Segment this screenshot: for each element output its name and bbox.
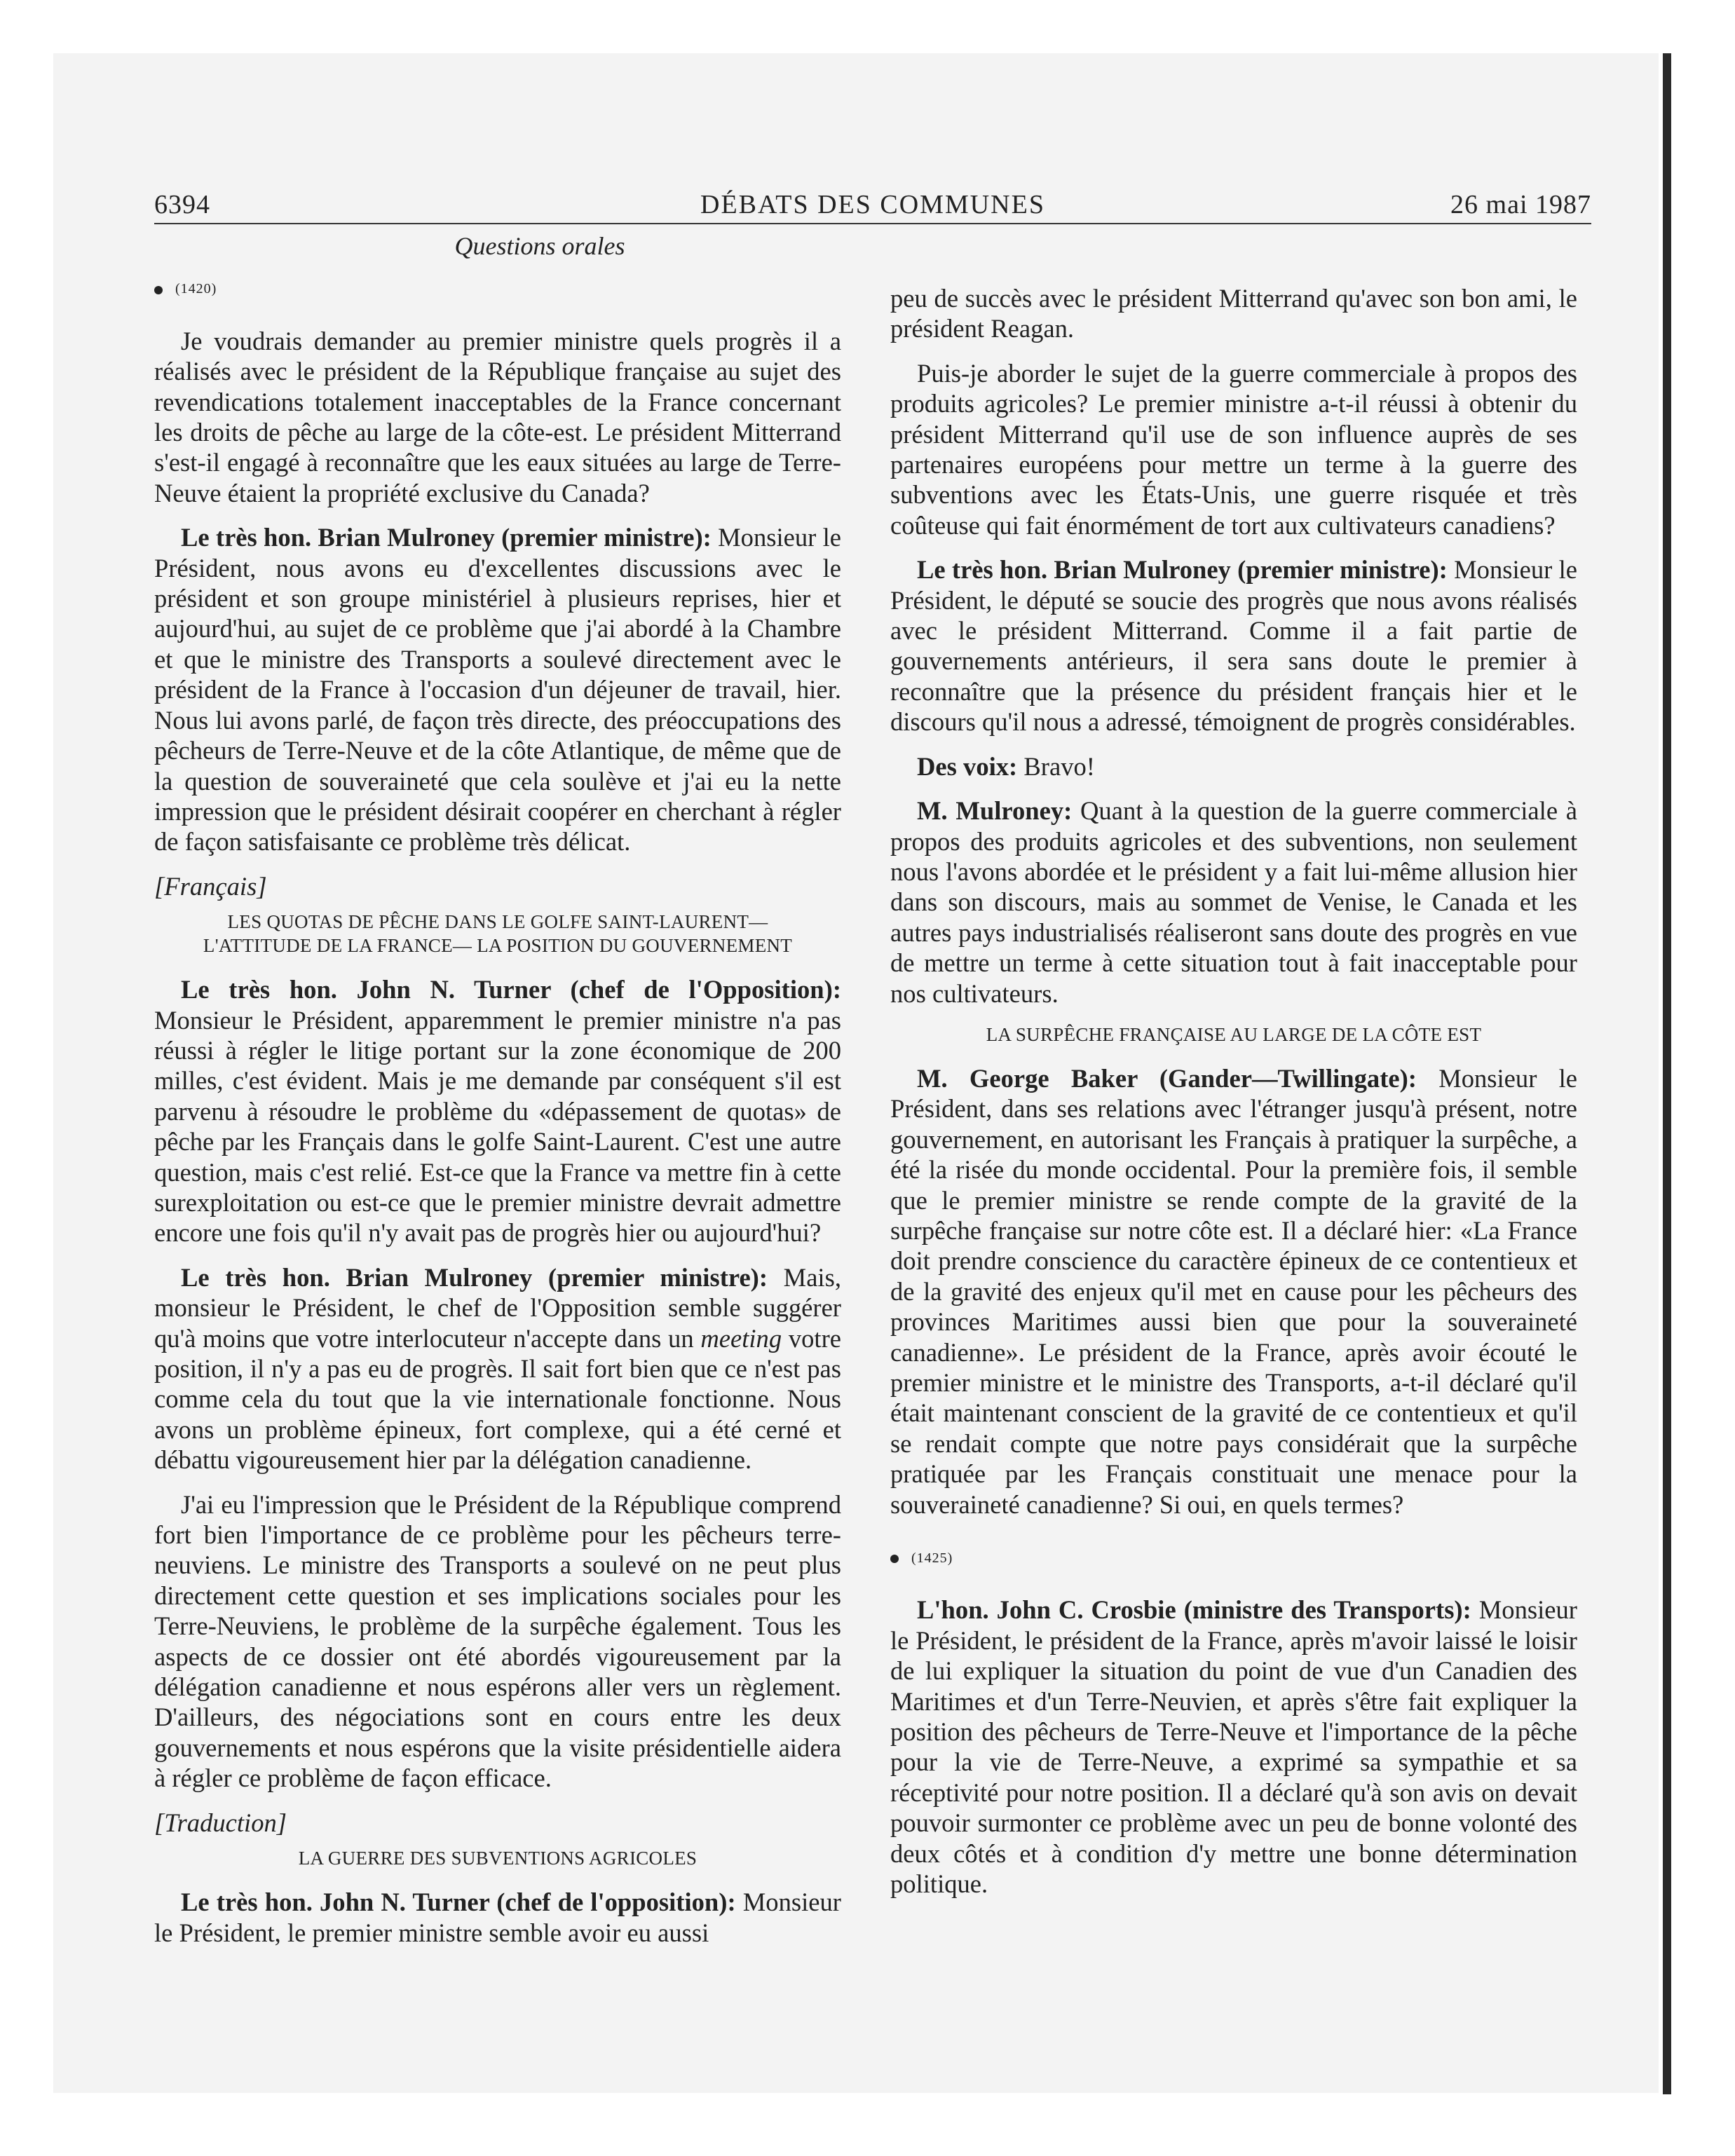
page-header xyxy=(154,184,1591,224)
right-column xyxy=(890,283,1577,1913)
section-heading: LA SURPÊCHE FRANÇAISE AU LARGE DE LA CÔTE EST xyxy=(986,1023,1482,1045)
paragraph: J'ai eu l'impression que le Président de la République comprend fort bien l'importance de ce problème pour les pêcheurs terre-neuviens. Le ministre des Transports a soulevé on ne peut plus directement cette question et ses implications sociales pour les Terre-Neuviens, le problème de la surpêche également. Tous les aspects de ce dossier ont été abordés vigoureusement par la délégation canadienne et nous espérons aller vers un règlement. D'ailleurs, des négociations sont en cours entre les deux gouvernements et nous espérons que la visite présidentielle aidera à régler ce problème de façon efficace. xyxy=(154,1489,841,1793)
paragraph: Le très hon. Brian Mulroney (premier ministre): Mais, monsieur le Président, le chef de l'Opposition semble suggérer qu'à moins que votre interlocuteur n'accepte dans un meeting votre position, il n'y a pas eu de progrès. Il sait fort bien que ce n'est pas comme cela du tout que la vie internationale fonctionne. Nous avons un problème épineux, fort complexe, qui a été cerné et débattu vigoureusement hier par la délégation canadienne. xyxy=(154,1262,841,1475)
speaker-name: M. Mulroney: xyxy=(917,796,1073,826)
left-column xyxy=(154,231,841,1962)
speaker-name: Des voix: xyxy=(917,751,1018,781)
paragraph: M. George Baker (Gander—Twillingate): Monsieur le Président, dans ses relations avec l'étranger jusqu'à présent, notre gouvernement, en autorisant les Français à pratiquer la surpêche, a été la risée du monde occidental. Pour la première fois, il semble que le premier ministre se rende compte de la gravité de la surpêche française sur notre côte est. Il a déclaré hier: «La France doit prendre conscience du caractère épineux de ce contentieux et de la gravité des enjeux qu'il met en cause pour les pêcheurs des provinces Maritimes aussi bien que pour la souveraineté canadienne». Le président de la France, après avoir écouté le premier ministre et le ministre des Transports, a-t-il déclaré qu'il était maintenant conscient de la gravité de ce contentieux et qu'il se rendait compte que notre pays considérait que la surpêche pratiquée par les Français constituait une menace pour la souveraineté canadienne? Si oui, en quels termes? xyxy=(890,1063,1577,1519)
paragraph: Le très hon. Brian Mulroney (premier ministre): Monsieur le Président, le député se soucie des progrès que nous avons réalisés avec le président Mitterrand. Comme il a fait partie de gouvernements antérieurs, il sera sans doute le premier à reconnaître que la présence du président français hier et le discours qu'il nous a adressé, témoignent de progrès considérables. xyxy=(890,555,1577,737)
speaker-name: Le très hon. John N. Turner (chef de l'Opposition): xyxy=(181,975,841,1004)
language-label: [Français] xyxy=(154,871,267,901)
speaker-name: Le très hon. Brian Mulroney (premier ministre): xyxy=(181,523,712,552)
language-label: [Traduction] xyxy=(154,1808,287,1837)
page-number: 6394 xyxy=(154,190,210,219)
paragraph: L'hon. John C. Crosbie (ministre des Transports): Monsieur le Président, le président de la France, après m'avoir laissé le loisir de lui expliquer la situation du point de vue d'un Canadien des Maritimes et d'un Terre-Neuvien, et après s'être fait expliquer la position des pêcheurs de Terre-Neuve et l'importance de la pêche pour la vie de Terre-Neuve, a exprimé sa sympathie et sa réceptivité pour notre position. Il a déclaré qu'à son avis on devait pouvoir surmonter ce problème avec un peu de bonne volonté des deux côtés et à condition d'y mettre une bonne détermination politique. xyxy=(890,1595,1577,1899)
section-heading: LA GUERRE DES SUBVENTIONS AGRICOLES xyxy=(298,1848,698,1869)
bullet-icon xyxy=(890,1555,899,1563)
paragraph: M. Mulroney: Quant à la question de la guerre commerciale à propos des produits agricoles et des subventions, non seulement nous l'avons abordée et le président y a fait lui-même allusion hier dans son discours, mais au sommet de Venise, le Canada et les autres pays industrialisés réaliseront sans doute des progrès en vue de mettre un terme à cette situation tout à fait inacceptable pour nos cultivateurs. xyxy=(890,796,1577,1008)
speaker-name: M. George Baker (Gander—Twillingate): xyxy=(917,1063,1417,1093)
speaker-name: L'hon. John C. Crosbie (ministre des Transports): xyxy=(917,1595,1471,1625)
publication-title: DÉBATS DES COMMUNES xyxy=(700,190,1045,219)
page-date: 26 mai 1987 xyxy=(1450,190,1591,219)
running-head: Questions orales xyxy=(454,232,625,260)
time-marker: (1425) xyxy=(890,1543,1577,1574)
paragraph: peu de succès avec le président Mitterrand qu'avec son bon ami, le président Reagan. xyxy=(890,284,1577,343)
paragraph: Le très hon. Brian Mulroney (premier ministre): Monsieur le Président, nous avons eu d'excellentes discussions avec le président et son groupe ministériel à plusieurs reprises, hier et aujourd'hui, au sujet de ce problème que j'ai abordé à la Chambre et que le ministre des Transports a soulevé directement avec le président de la France à l'occasion d'un déjeuner de travail, hier. Nous lui avons parlé, de façon très directe, des préoccupations des pêcheurs de Terre-Neuve et de la côte Atlantique, de même que de la question de souveraineté que cela soulève et j'ai eu la nette impression que le président désirait coopérer en cherchant à régler de façon satisfaisante ce problème très délicat. xyxy=(154,523,841,857)
bullet-icon xyxy=(154,286,163,294)
scan-edge xyxy=(1663,53,1671,2094)
time-marker: (1420) xyxy=(154,274,841,304)
section-heading: LES QUOTAS DE PÊCHE DANS LE GOLFE SAINT-LAURENT— L'ATTITUDE DE LA FRANCE— LA POSITION DU GOUVERNEMENT xyxy=(203,911,793,957)
paragraph: Le très hon. John N. Turner (chef de l'opposition): Monsieur le Président, le premier ministre semble avoir eu aussi xyxy=(154,1888,841,1947)
paragraph: Puis-je aborder le sujet de la guerre commerciale à propos des produits agricoles? Le premier ministre a-t-il réussi à obtenir du président Mitterrand qu'il use de son influence auprès de ses partenaires européens pour mettre un terme à la guerre des subventions avec les États-Unis, une guerre risquée et très coûteuse qui fait énormément de tort aux cultivateurs canadiens? xyxy=(890,358,1577,540)
paragraph: Des voix: Bravo! xyxy=(917,751,1095,781)
paragraph: Je voudrais demander au premier ministre quels progrès il a réalisés avec le président de la République française au sujet des revendications totalement inacceptables de la France concernant les droits de pêche au large de la côte-est. Le président Mitterrand s'est-il engagé à reconnaître que les eaux situées au large de Terre-Neuve étaient la propriété exclusive du Canada? xyxy=(154,326,841,507)
paragraph: Le très hon. John N. Turner (chef de l'Opposition): Monsieur le Président, apparemment le premier ministre n'a pas réussi à régler le litige portant sur la zone économique de 200 milles, c'est évident. Mais je me demande par conséquent s'il est parvenu à résoudre le problème du «dépassement de quotas» de pêche par les Français dans le golfe Saint-Laurent. C'est une autre question, mais c'est relié. Est-ce que la France va mettre fin à cette surexploitation ou est-ce que le premier ministre devrait admettre encore une fois qu'il n'y avait pas de progrès hier ou aujourd'hui? xyxy=(154,975,841,1248)
speaker-name: Le très hon. John N. Turner (chef de l'opposition): xyxy=(181,1888,736,1917)
speaker-name: Le très hon. Brian Mulroney (premier ministre): xyxy=(917,555,1448,585)
speaker-name: Le très hon. Brian Mulroney (premier ministre): xyxy=(181,1262,768,1292)
